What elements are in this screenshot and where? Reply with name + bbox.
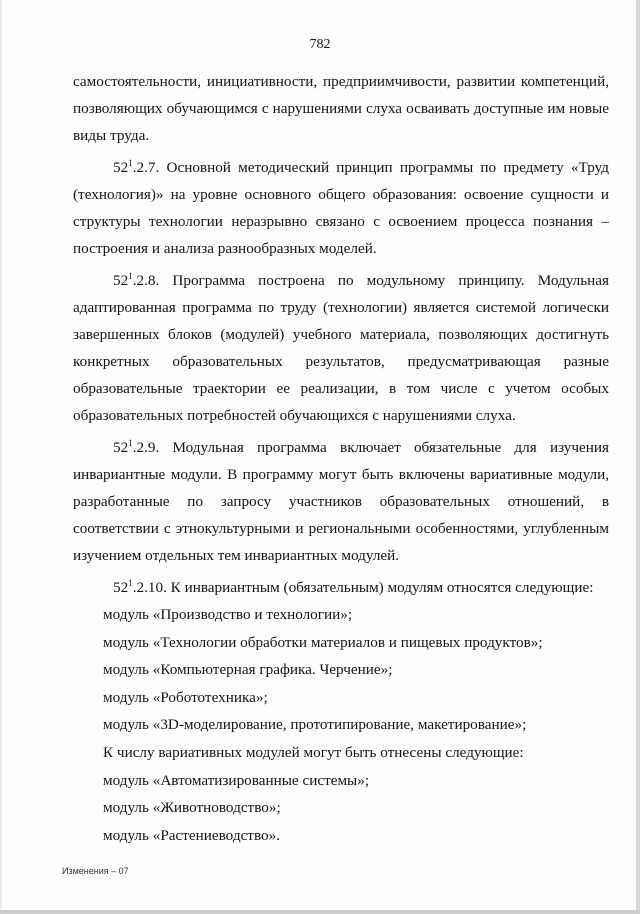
clause-number: $52^1.2.7$. bbox=[113, 158, 160, 176]
variative-intro: К числу вариативных модулей могут быть отнесены следующие: bbox=[103, 743, 524, 761]
document-body bbox=[73, 68, 609, 849]
list-item: модуль «Технологии обработки материалов и пищевых продуктов»; bbox=[103, 633, 543, 651]
paragraph-52-1-2-8 bbox=[73, 267, 609, 429]
paragraph-text: Основной методический принцип программы по предмету «Труд (технология)» на уровне основного общего образования: освоение сущности и структуры технологии неразрывно связано с освоением процесса познания – построения и анализа разнообразных моделей. bbox=[73, 159, 609, 257]
clause-number: $52^1.2.9$. bbox=[113, 438, 160, 456]
paragraph-52-1-2-10 bbox=[73, 574, 609, 601]
list-item: модуль «3D-моделирование, прототипирование, макетирование»; bbox=[103, 716, 527, 734]
paragraph-52-1-2-7 bbox=[73, 154, 609, 262]
list-item: модуль «Растениеводство». bbox=[103, 826, 280, 844]
list-item: модуль «Производство и технологии»; bbox=[103, 606, 353, 623]
scan-left-edge bbox=[0, 0, 2, 914]
scan-right-edge bbox=[636, 0, 640, 914]
clause-number: $52^1.2.8$. bbox=[113, 271, 160, 289]
paragraph-text: К инвариантным (обязательным) модулям относятся следующие: bbox=[166, 579, 594, 596]
list-item: модуль «Робототехника»; bbox=[103, 688, 268, 706]
variative-module-list bbox=[73, 767, 609, 850]
paragraph-text: самостоятельности, инициативности, предприимчивости, развитии компетенций, позволяющих обучающимся с нарушениями слуха осваивать доступные им новые виды труда. bbox=[73, 73, 609, 144]
paragraph-text: Модульная программа включает обязательные для изучения инвариантные модули. В программу могут быть включены вариативные модули, разработанные по запросу участников образовательных отношений, в соответствии с этнокультурными и региональными особенностями, углубленным изучением отдельных тем инвариантных модулей. bbox=[73, 439, 609, 564]
paragraph-52-1-2-9 bbox=[73, 434, 609, 569]
clause-number: $52^1.2.10$. bbox=[113, 578, 167, 596]
paragraph-text: Программа построена по модульному принципу. Модульная адаптированная программа по труду (технологии) является системой логически завершенных блоков (модулей) учебного материала, позволяющих достигнуть конкретных образовательных результатов, предусматривающая разные образовательные траектории ее реализации, в том числе с учетом особых образовательных потребностей обучающихся с нарушениями слуха. bbox=[73, 272, 609, 424]
footer-revision-note: Изменения – 07 bbox=[62, 866, 129, 876]
invariant-module-list bbox=[73, 601, 609, 739]
list-item: модуль «Животноводство»; bbox=[103, 799, 281, 817]
list-item: модуль «Компьютерная графика. Черчение»; bbox=[103, 661, 393, 679]
paragraph-intro-tail bbox=[73, 68, 609, 149]
list-item: модуль «Автоматизированные системы»; bbox=[103, 771, 370, 789]
page-number: 782 bbox=[309, 37, 331, 52]
scan-bottom-edge bbox=[0, 910, 640, 914]
